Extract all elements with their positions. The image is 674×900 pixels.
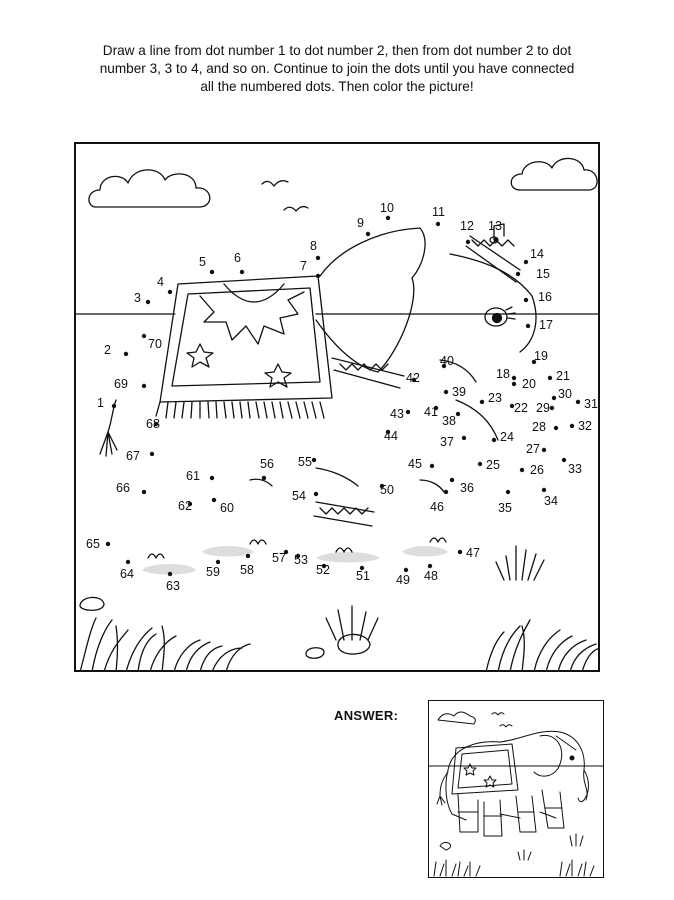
dot-label-34: 34 (544, 494, 558, 508)
dot-label-16: 16 (538, 290, 552, 304)
dot-label-64: 64 (120, 567, 134, 581)
dot-label-52: 52 (316, 563, 330, 577)
dot-label-30: 30 (558, 387, 572, 401)
elephant-ear (316, 228, 425, 372)
dot-label-56: 56 (260, 457, 274, 471)
saddle-blanket (160, 276, 332, 402)
dot-label-7: 7 (300, 259, 307, 273)
saddle-fringe (156, 402, 324, 418)
dot-8[interactable] (316, 256, 320, 260)
dot-label-24: 24 (500, 430, 514, 444)
saddle-star-1 (187, 344, 213, 367)
dot-label-32: 32 (578, 419, 592, 433)
saddle-strap (332, 358, 404, 388)
answer-birds (492, 713, 512, 727)
stone-3 (306, 648, 324, 659)
dot-14[interactable] (524, 260, 528, 264)
dot-30[interactable] (552, 396, 556, 400)
dot-67[interactable] (150, 452, 154, 456)
dot-label-37: 37 (440, 435, 454, 449)
dot-label-19: 19 (534, 349, 548, 363)
dot-35[interactable] (506, 490, 510, 494)
dot-label-53: 53 (294, 553, 308, 567)
dot-47[interactable] (458, 550, 462, 554)
dot-48[interactable] (428, 564, 432, 568)
dot-label-31: 31 (584, 397, 598, 411)
dot-label-23: 23 (488, 391, 502, 405)
answer-legs (458, 790, 564, 836)
dot-label-43: 43 (390, 407, 404, 421)
dot-label-69: 69 (114, 377, 128, 391)
dot-label-62: 62 (178, 499, 192, 513)
elephant-pupil (493, 314, 502, 323)
dot-20[interactable] (512, 382, 516, 386)
dot-label-42: 42 (406, 371, 420, 385)
dot-label-38: 38 (442, 414, 456, 428)
answer-bush (518, 834, 583, 860)
dot-15[interactable] (516, 272, 520, 276)
answer-grass (434, 860, 594, 876)
dot-label-3: 3 (134, 291, 141, 305)
elephant-head (450, 254, 536, 352)
dot-64[interactable] (126, 560, 130, 564)
dot-label-4: 4 (157, 275, 164, 289)
dot-66[interactable] (142, 490, 146, 494)
dot-27[interactable] (542, 448, 546, 452)
puzzle-frame[interactable] (74, 142, 600, 672)
dot-label-17: 17 (539, 318, 553, 332)
dot-label-9: 9 (357, 216, 364, 230)
dot-label-66: 66 (116, 481, 130, 495)
leg-band (314, 502, 374, 526)
dot-label-10: 10 (380, 201, 394, 215)
dot-label-54: 54 (292, 489, 306, 503)
dot-label-25: 25 (486, 458, 500, 472)
dot-21[interactable] (548, 376, 552, 380)
dot-label-39: 39 (452, 385, 466, 399)
dot-label-58: 58 (240, 563, 254, 577)
dot-7[interactable] (316, 274, 320, 278)
dot-1[interactable] (112, 404, 116, 408)
answer-label: ANSWER: (334, 708, 399, 723)
dot-label-70: 70 (148, 337, 162, 351)
instructions-line-2: number 3, 3 to 4, and so on. Continue to join the dots until you have connected (99, 61, 575, 76)
dot-5[interactable] (210, 270, 214, 274)
dot-label-44: 44 (384, 429, 398, 443)
dot-70[interactable] (142, 334, 146, 338)
dot-label-45: 45 (408, 457, 422, 471)
dot-61[interactable] (210, 476, 214, 480)
dot-43[interactable] (406, 410, 410, 414)
answer-cloud (438, 712, 475, 724)
dot-label-59: 59 (206, 565, 220, 579)
dot-label-5: 5 (199, 255, 206, 269)
dot-4[interactable] (168, 290, 172, 294)
instructions-line-3: all the numbered dots. Then color the picture! (200, 79, 474, 94)
cloud-right (511, 158, 597, 190)
dot-10[interactable] (386, 216, 390, 220)
dot-label-55: 55 (298, 455, 312, 469)
answer-saddle-star (464, 764, 496, 787)
cloud-left (89, 170, 210, 207)
answer-drawing (428, 700, 604, 878)
dot-32[interactable] (570, 424, 574, 428)
dot-label-29: 29 (536, 401, 550, 415)
grass-right (486, 620, 600, 672)
grass-tuft-right (496, 546, 544, 580)
dot-46[interactable] (444, 490, 448, 494)
dot-59[interactable] (216, 560, 220, 564)
dot-label-46: 46 (430, 500, 444, 514)
dot-33[interactable] (562, 458, 566, 462)
dot-label-15: 15 (536, 267, 550, 281)
body-outline-hints (250, 360, 498, 492)
bird-2 (284, 207, 308, 211)
dot-34[interactable] (542, 488, 546, 492)
dot-39[interactable] (444, 390, 448, 394)
answer-eye (570, 756, 574, 760)
dot-label-13: 13 (488, 219, 502, 233)
dot-45[interactable] (430, 464, 434, 468)
dot-31[interactable] (576, 400, 580, 404)
dot-label-20: 20 (522, 377, 536, 391)
stone-2 (338, 634, 370, 654)
dot-label-1: 1 (97, 396, 104, 410)
dot-label-48: 48 (424, 569, 438, 583)
dot-13[interactable] (494, 238, 498, 242)
dot-65[interactable] (106, 542, 110, 546)
dot-label-61: 61 (186, 469, 200, 483)
dot-69[interactable] (142, 384, 146, 388)
dot-label-33: 33 (568, 462, 582, 476)
dot-label-22: 22 (514, 401, 528, 415)
dot-label-6: 6 (234, 251, 241, 265)
dot-25[interactable] (478, 462, 482, 466)
dot-label-41: 41 (424, 405, 438, 419)
stone-1 (80, 597, 104, 610)
dot-label-51: 51 (356, 569, 370, 583)
dot-3[interactable] (146, 300, 150, 304)
instructions (40, 42, 634, 96)
dot-label-28: 28 (532, 420, 546, 434)
dot-label-50: 50 (380, 483, 394, 497)
dot-label-27: 27 (526, 442, 540, 456)
dot-label-68: 68 (146, 417, 160, 431)
dot-label-36: 36 (460, 481, 474, 495)
saddle-inner (172, 288, 320, 386)
dot-28[interactable] (554, 426, 558, 430)
dot-37[interactable] (462, 436, 466, 440)
dot-6[interactable] (240, 270, 244, 274)
dot-54[interactable] (314, 492, 318, 496)
dot-29[interactable] (550, 406, 554, 410)
answer-ear (534, 735, 562, 776)
answer-stone (440, 842, 451, 850)
dot-2[interactable] (124, 352, 128, 356)
tail-tuft (100, 432, 117, 456)
bird-1 (262, 181, 288, 186)
dot-label-26: 26 (530, 463, 544, 477)
dot-60[interactable] (212, 498, 216, 502)
answer-saddle (452, 744, 518, 794)
dot-23[interactable] (480, 400, 484, 404)
dot-label-18: 18 (496, 367, 510, 381)
dot-label-21: 21 (556, 369, 570, 383)
dot-55[interactable] (312, 458, 316, 462)
dot-label-2: 2 (104, 343, 111, 357)
dot-label-47: 47 (466, 546, 480, 560)
dot-label-12: 12 (460, 219, 474, 233)
dot-12[interactable] (466, 240, 470, 244)
dot-label-67: 67 (126, 449, 140, 463)
answer-thumbnail (428, 700, 604, 878)
dot-9[interactable] (366, 232, 370, 236)
dot-38[interactable] (456, 412, 460, 416)
dot-17[interactable] (526, 324, 530, 328)
dot-11[interactable] (436, 222, 440, 226)
dot-label-14: 14 (530, 247, 544, 261)
dot-label-11: 11 (432, 205, 445, 219)
grass-left (80, 618, 250, 672)
dot-label-35: 35 (498, 501, 512, 515)
dot-label-57: 57 (272, 551, 286, 565)
dot-24[interactable] (492, 438, 496, 442)
dot-label-40: 40 (440, 354, 454, 368)
puzzle-canvas (74, 142, 600, 672)
dot-16[interactable] (524, 298, 528, 302)
dot-36[interactable] (450, 478, 454, 482)
dot-label-60: 60 (220, 501, 234, 515)
dot-label-8: 8 (310, 239, 317, 253)
dot-label-65: 65 (86, 537, 100, 551)
instructions-line-1: Draw a line from dot number 1 to dot number 2, then from dot number 2 to dot (102, 43, 572, 58)
dot-label-49: 49 (396, 573, 410, 587)
dot-26[interactable] (520, 468, 524, 472)
leg-band-pattern (320, 508, 368, 514)
dot-56[interactable] (262, 476, 266, 480)
dot-63[interactable] (168, 572, 172, 576)
dot-label-63: 63 (166, 579, 180, 593)
numbered-dots (86, 201, 598, 593)
dot-18[interactable] (512, 376, 516, 380)
dot-58[interactable] (246, 554, 250, 558)
dot-49[interactable] (404, 568, 408, 572)
